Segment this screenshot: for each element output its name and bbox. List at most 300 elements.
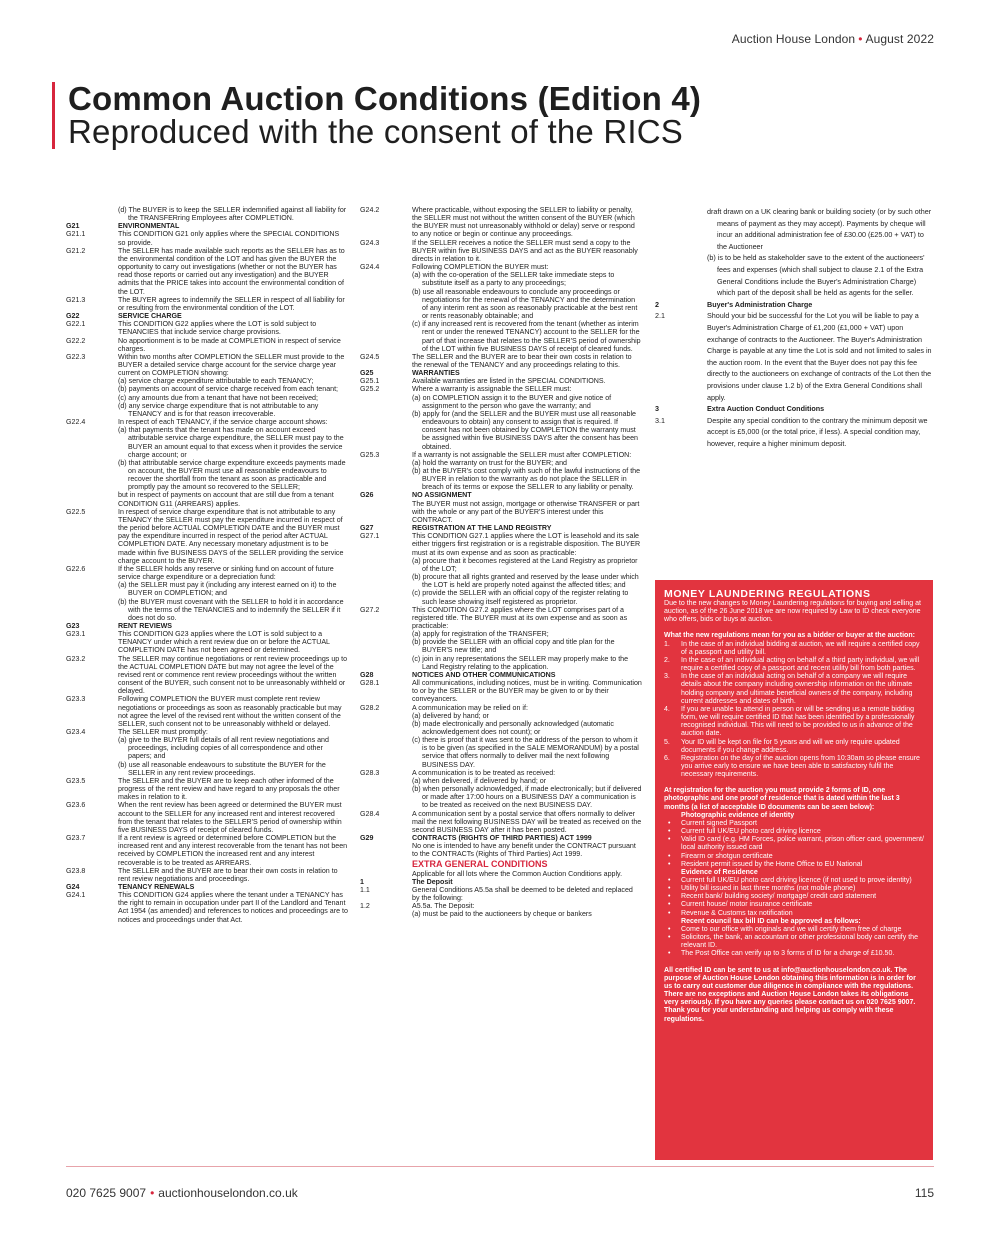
bullet-marker: • [668,950,671,958]
clause-text: A communication sent by a postal service that offers normally to deliver mail the next following BUSINESS DAY will be treated as received on the second BUSINESS DAY after it has been posted. [412,809,642,834]
clause-number: G21.2 [66,246,86,255]
condition-clause [360,239,642,263]
condition-clause [655,310,933,403]
clause-number: G27.1 [360,532,380,541]
clause-text: Within two months after COMPLETION the SELLER must provide to the BUYER a detailed service charge account for the service charge year current on COMPLETION showing: [118,352,345,378]
clause-number: G21.3 [66,295,86,304]
list-item [664,739,924,755]
clause-number [66,377,118,385]
list-item [664,820,924,828]
list-item [664,861,924,869]
clause-number [360,712,412,720]
condition-clause [66,695,348,728]
condition-clause [360,377,642,385]
condition-clause [66,565,348,581]
clause-number [66,491,118,507]
condition-heading [360,671,642,679]
clause-text: General Conditions A5.5a shall be deemed to be deleted and replaced by the following: [412,885,633,902]
item-text: Come to our office with originals and we will certify them free of charge [681,925,902,933]
aml-title: MONEY LAUNDERING REGULATIONS [664,588,871,600]
condition-clause [360,638,642,654]
clause-text: CONTRACTS (RIGHTS OF THIRD PARTIES) ACT 1999 [412,834,592,843]
clause-number [360,655,412,671]
item-text: Utility bill issued in last three months (not mobile phone) [681,885,856,893]
clause-number: G22.2 [66,336,86,345]
clause-number: G25.2 [360,385,380,394]
clause-number: G22.1 [66,320,86,329]
clause-text: (a) must be paid to the auctioneers by cheque or bankers [412,910,592,919]
clause-text: Despite any special condition to the contrary the minimum deposit we accept is £5,000 (or the total price, if less). A special condition may, however, require a higher minimum deposit. [707,415,928,448]
clause-number [66,736,118,760]
clause-number: G24 [66,882,80,891]
clause-text: (a) that payments that the tenant has made on account exceed attributable service charge expenditure, the SELLER must pay to the BUYER an amount equal to that excess when it provides the service charge account; or [118,426,344,459]
clause-number [360,589,412,605]
clause-text: The SELLER and the BUYER are to keep each other informed of the progress of the rent review and have regard to any proposals the other makes in relation to it. [118,776,340,802]
condition-clause [66,296,348,312]
item-number: 3. [664,673,670,681]
item-text: Valid ID card (e.g. HM Forces, police warrant, prison officer card, government/ local authority issued card [681,836,924,852]
clause-text: draft drawn on a UK clearing bank or building society (or by such other means of payment as they may accept). Payments by cheque will incur an additional administration fee of £30.00 (£25.00 + VAT) to the Auctioneer [707,207,932,251]
list-item [664,885,924,893]
bullet-marker: • [668,893,671,901]
clause-text: The SELLER has made available such reports as the SELLER has as to the environmental condition of the LOT and has given the BUYER the opportunity to carry out investigations (whether or not the BUYER has read those reports or carried out any investigation) and the BUYER admits that the PRICE takes into account the environmental condition of the LOT. [118,246,345,296]
condition-heading [66,312,348,320]
clause-text: Applicable for all lots where the Common Auction Conditions apply. [412,869,623,878]
clause-text: The BUYER must not assign, mortgage or otherwise TRANSFER or part with the whole or any part of the BUYER'S interest under this CONTRACT. [412,499,640,524]
condition-heading [655,299,933,311]
bullet-marker: • [668,925,671,933]
clause-text: When the rent review has been agreed or determined the BUYER must account to the SELLER for any increased rent and interest recovered from the tenant that relates to the SELLER'S period of ownership within five BUSINESS DAYS of receipt of cleared funds. [118,801,342,834]
clause-text: REGISTRATION AT THE LAND REGISTRY [412,524,552,533]
bullet-marker: • [668,877,671,884]
bullet-marker: • [668,909,671,917]
page-subtitle: Reproduced with the consent of the RICS [68,113,683,150]
clause-text: Should your bid be successful for the Lot you will be liable to pay a Buyer's Administration Charge of £1,200 (£1,000 + VAT) upon exchange of contracts to the Auctioneer. The Buyer's Administration Charge is payable at any time the Lot is sold and not limited to sales in the auction room. In the event that the Buyer does not pay this fee directly to the auctioneers on exchange of contracts of the Lot then the provisions under clause 1.2 b) of the Extra General Conditions shall apply. [707,311,932,402]
item-number: 1. [664,640,670,648]
condition-clause [360,288,642,321]
clause-number [360,785,412,809]
item-text: In the case of an individual acting on behalf of a company we will require details about the company including ownership information on the ultimate holding company and ultimate beneficial owners of the company, including current addresses and dates of birth. [681,673,913,705]
list-item [664,836,924,852]
list-item [664,901,924,909]
clause-number: G27 [360,524,374,533]
clause-number [360,720,412,736]
item-text: The Post Office can verify up to 3 forms of ID for a charge of £10.50. [681,950,895,958]
clause-text: (b) use all reasonable endeavours to substitute the BUYER for the SELLER in any rent review proceedings. [118,760,326,777]
clause-number: G21 [66,222,80,231]
clause-number: G24.4 [360,263,380,272]
clause-text: The SELLER may continue negotiations or rent review proceedings up to the ACTUAL COMPLETION DATE but may not agree the level of the revised rent or commence rent review proceedings without the written consent of the BUYER, such consent not to be unreasonably withheld or delayed. [118,654,348,696]
condition-clause [66,402,348,418]
clause-number [360,500,412,524]
item-text: Resident permit issued by the Home Office to EU National [681,860,863,868]
list-item [664,755,924,779]
condition-clause [360,385,642,393]
residence-heading: Evidence of Residence [681,868,758,876]
clause-number: G23.4 [66,728,86,736]
bullet-marker: • [668,828,671,836]
clause-number [360,271,412,287]
clause-text: (c) provide the SELLER with an official copy of the register relating to such lease showing itself registered as proprietor. [412,589,629,606]
clause-text: (a) give to the BUYER full details of all rent review negotiations and proceedings, including copies of all correspondence and other papers; and [118,736,329,761]
clause-text: (b) payments on account of service charge received from each tenant; [118,385,339,394]
clause-text: (a) procure that it becomes registered at the Land Registry as proprietor of the LOT; [412,556,638,573]
aml-intro: Due to the new changes to Money Laundering regulations for buying and selling at auction, as of the 26 June 2018 we are now required by Law to ID check everyone who offers, bids or buys at auction. [664,600,921,624]
footer-website: auctionhouselondon.co.uk [158,1186,298,1200]
clause-number: G25.1 [360,377,380,386]
item-text: Firearm or shotgun certificate [681,852,773,860]
clause-text: (a) the SELLER must pay it (including any interest earned on it) to the BUYER on COMPLETION; and [118,581,337,598]
clause-number [66,394,118,402]
condition-clause [655,206,933,252]
clause-text: (b) made electronically and personally acknowledged (automatic acknowledgement does not count); or [412,719,614,736]
item-text: Current full UK/EU photo card driving licence [681,828,821,836]
condition-clause [66,459,348,492]
aml-registration: At registration for the auction you must provide 2 forms of ID, one photographic and one proof of residence that is dated within the last 3 months (a list of acceptable ID documents can be seen below): [664,787,900,811]
clause-number [360,910,412,918]
clause-number [360,859,412,870]
clause-text: TENANCY RENEWALS [118,882,195,891]
clause-number: G22.5 [66,507,86,516]
list-item [664,641,924,657]
clause-number: G22.3 [66,352,86,361]
clause-number: G28 [360,670,374,679]
council-list [664,926,924,959]
clause-text: (a) when delivered, if delivered by hand; or [412,776,547,785]
clause-number [655,206,707,252]
bullet-marker: • [668,852,671,860]
list-item [664,657,924,673]
clause-number [66,598,118,622]
condition-heading [66,622,348,630]
list-item [664,934,924,950]
condition-clause [360,573,642,589]
clause-text: Following COMPLETION the BUYER must: [412,263,549,272]
condition-clause [360,842,642,858]
clause-text: (b) use all reasonable endeavours to conclude any proceedings or negotiations for the renewal of the TENANCY and the determination of any interim rent as soon as reasonably practicable at the best rent or rents reasonably obtainable; and [412,287,638,321]
bullet-marker: • [668,836,671,844]
clause-text: Buyer's Administration Charge [707,299,813,309]
condition-clause [66,385,348,393]
clause-text: WARRANTIES [412,369,460,378]
condition-clause [360,785,642,809]
clause-number: G28.4 [360,809,380,818]
condition-clause [360,902,642,910]
condition-clause [360,910,642,918]
condition-clause [655,252,933,298]
clause-text: (a) with the co-operation of the SELLER take immediate steps to substitute itself as a party to any proceedings; [412,271,615,288]
clause-number: 2.1 [655,311,665,321]
list-item [664,828,924,836]
clause-text: (b) apply for (and the SELLER and the BUYER must use all reasonable endeavours to obtain) any consent to assign that is required. If consent has not been obtained by COMPLETION the warranty must be assigned within five BUSINESS DAYS after the consent has been obtained. [412,409,638,451]
clause-text: In respect of service charge expenditure that is not attributable to any TENANCY the SELLER must pay the expenditure incurred in respect of the period before ACTUAL COMPLETION DATE and the BUYER must pay the expenditure incurred in respect of the period after ACTUAL COMPLETION DATE. Any necessary monetary adjustment is to be made within five BUSINESS DAYS of the SELLER providing the service charge account to the BUYER. [118,507,344,565]
condition-clause [360,394,642,410]
list-item [664,893,924,901]
clause-number: G28.3 [360,768,380,777]
clause-number [66,402,118,418]
photo-id-heading: Photographic evidence of identity [681,811,795,819]
clause-number: G24.3 [360,238,380,247]
residence-list [664,877,924,918]
clause-text: A5.5a. The Deposit: [412,902,475,911]
condition-clause [360,410,642,451]
condition-clause [66,736,348,760]
condition-clause [360,777,642,785]
condition-clause [360,467,642,491]
item-text: In the case of an individual bidding at auction, we will require a certified copy of a passport and utility bill. [681,640,920,656]
clause-number [66,459,118,492]
clause-number [360,320,412,353]
condition-clause [360,810,642,834]
clause-text: Where practicable, without exposing the SELLER to liability or penalty, the SELLER must not without the written consent of the BUYER (which the BUYER must not unreasonably withhold or delay) serve or respond to any notice or begin or continue any proceedings. [412,206,635,239]
conditions-column-1 [66,206,348,1238]
clause-text: (b) when personally acknowledged, if made electronically; but if delivered or made after 17:00 hours on a BUSINESS DAY a communication is to be treated as received on the next BUSINESS DAY. [412,785,642,810]
condition-clause [66,491,348,507]
condition-clause [360,712,642,720]
clause-number [360,459,412,467]
condition-clause [360,679,642,703]
clause-text: Following COMPLETION the BUYER must complete rent review negotiations or proceedings as soon as reasonably practicable but may not agree the level of the revised rent without the written consent of the SELLER, such consent not to be unreasonably withheld or delayed. [118,695,342,728]
condition-clause [360,630,642,638]
condition-clause [360,606,642,630]
condition-clause [360,720,642,736]
condition-heading [360,878,642,886]
clause-number [655,252,707,298]
condition-heading [360,369,642,377]
condition-clause [360,206,642,239]
condition-clause [360,704,642,712]
condition-clause [66,581,348,597]
clause-number [360,394,412,410]
clause-text: (b) provide the SELLER with an official copy and title plan for the BUYER'S new title; and [412,638,615,655]
clause-number: G22 [66,312,80,321]
clause-text: (a) apply for registration of the TRANSFER; [412,630,549,639]
condition-clause [360,655,642,671]
clause-text: (a) hold the warranty on trust for the BUYER; and [412,458,567,467]
publisher-name: Auction House London [731,32,856,46]
clause-number [66,206,118,222]
clause-number: 3.1 [655,415,665,425]
clause-number: G25.3 [360,450,380,459]
clause-text: This CONDITION G23 applies where the LOT is sold subject to a TENANCY under which a rent review due on or before the ACTUAL COMPLETION DATE has not been agreed or determined. [118,630,330,655]
item-text: Revenue & Customs tax notification [681,909,793,917]
clause-number [66,761,118,777]
clause-number [360,630,412,638]
condition-clause [360,320,642,353]
clause-number: G26 [360,491,374,500]
clause-text: A communication is to be treated as received: [412,768,556,777]
clause-text: Where a warranty is assignable the SELLER must: [412,385,572,394]
clause-text: All communications, including notices, must be in writing. Communication to or by the SELLER or the BUYER may be given to or by their conveyancers. [412,679,642,704]
clause-number: 3 [655,404,659,414]
clause-text: This CONDITION G21 only applies where the SPECIAL CONDITIONS so provide. [118,230,340,247]
clause-number: G23 [66,621,80,630]
clause-text: This CONDITION G27.2 applies where the LOT comprises part of a registered title. The BUYER must at its own expense and as soon as practicable: [412,605,628,630]
clause-number [360,870,412,878]
clause-text: This CONDITION G24 applies where the tenant under a TENANCY has the right to remain in occupation under part II of the Landlord and Tenant Act 1954 (as amended) and references to notices and proceedings are to notices and proceedings under that Act. [118,891,348,924]
clause-text: (c) join in any representations the SELLER may properly make to the Land Registry relating to the application. [412,654,629,671]
item-text: In the case of an individual acting on behalf of a third party individual, we will require a certified copy of a passport and recent utility bill from both parties. [681,656,920,673]
clause-number [360,638,412,654]
clause-text: The BUYER agrees to indemnify the SELLER in respect of all liability for or resulting from the environmental condition of the LOT. [118,295,345,312]
clause-text: (c) if any increased rent is recovered from the tenant (whether as interim rent or under the renewed TENANCY) account to the SELLER for the part of that increase that relates to the SELLER'S period of ownership of the LOT within five BUSINESS DAYS of receipt of cleared funds. [412,320,641,353]
clause-text: but in respect of payments on account that are still due from a tenant CONDITION G11 (ARREARS) applies. [118,491,334,508]
condition-clause [66,353,348,377]
clause-text: (c) there is proof that it was sent to the address of the person to whom it is to be given (as specified in the SALE MEMORANDUM) by a postal service that offers normally to deliver mail the next following BUSINESS DAY. [412,736,639,769]
section-heading [360,859,642,870]
condition-clause [655,415,933,450]
condition-clause [66,426,348,459]
clause-text: (b) that attributable service charge expenditure exceeds payments made on account, the BUYER must use all reasonable endeavours to recover the shortfall from the tenant as soon as practicable and promptly pay the amount so recovered to the SELLER; [118,458,346,492]
clause-number: G27.2 [360,605,380,614]
list-item [664,673,924,706]
item-text: Your ID will be kept on file for 5 years and will we only require updated documents if you change address. [681,738,900,754]
condition-clause [66,394,348,402]
council-heading: Recent council tax bill ID can be approved as follows: [681,917,861,925]
clause-text: The SELLER and the BUYER are to bear their own costs in relation to rent review negotiations and proceedings. [118,866,338,883]
clause-text: (d) any service charge expenditure that is not attributable to any TENANCY and is for that reason irrecoverable. [118,401,319,418]
conditions-column-3 [655,206,933,449]
clause-text: A communication may be relied on if: [412,703,528,712]
clause-text: NO ASSIGNMENT [412,491,472,500]
condition-clause [66,247,348,296]
bullet-marker: • [668,934,671,942]
bullet-marker: • [668,860,671,868]
clause-text: In respect of each TENANCY, if the service charge account shows: [118,418,328,427]
condition-clause [360,271,642,287]
clause-number: G23.1 [66,630,86,639]
clause-number [360,736,412,769]
page-title: Common Auction Conditions (Edition 4) [68,80,702,117]
list-item [664,910,924,918]
conditions-column-2 [360,206,642,1238]
aml-closing: All certified ID can be sent to us at info@auctionhouselondon.co.uk. The purpose of Auction House London obtaining this information is in order for us to carry out customer due diligence in compliance with the regulations. There are no exceptions and Auction House London takes its obligations very seriously. If you have any queries please contact us on 020 7625 9007. Thank you for your understanding and helping us comply with these regulations. [664,966,916,1023]
clause-text: (a) on COMPLETION assign it to the BUYER and give notice of assignment to the person who gave the warranty; and [412,393,612,410]
clause-number: G28.2 [360,703,380,712]
condition-clause [66,337,348,353]
separator-dot: • [858,32,863,46]
clause-number: 1 [360,877,364,886]
item-number: 4. [664,705,670,713]
condition-heading [360,491,642,499]
money-laundering-box [655,580,933,1160]
clause-number: G22.6 [66,564,86,573]
list-item [664,926,924,934]
clause-text: This CONDITION G27.1 applies where the LOT is leasehold and its sale either triggers first registration or is a registrable disposition. The BUYER must at its own expense and as soon as practicable: [412,532,641,557]
clause-number: G24.5 [360,352,380,361]
clause-text: RENT REVIEWS [118,621,172,630]
clause-number: G24.2 [360,206,380,214]
clause-text: (a) service charge expenditure attributable to each TENANCY; [118,377,314,386]
clause-number [66,426,118,459]
condition-clause [66,655,348,696]
condition-heading [360,524,642,532]
clause-text: If the SELLER receives a notice the SELLER must send a copy to the BUYER within five BUSINESS DAYS and act as the BUYER reasonably directs in relation to it. [412,238,638,263]
clause-text: (b) procure that all rights granted and reserved by the lease under which the LOT is held are properly noted against the affected titles; and [412,573,639,590]
clause-text: (d) The BUYER is to keep the SELLER indemnified against all liability for the TRANSFERring Employees after COMPLETION. [118,206,347,223]
clause-text: The Deposit [412,877,453,886]
condition-clause [360,451,642,459]
clause-number: G23.7 [66,834,86,843]
condition-clause [66,206,348,222]
clause-number [66,385,118,393]
condition-heading [655,403,933,415]
clause-text: Available warranties are listed in the SPECIAL CONDITIONS. [412,377,606,386]
condition-clause [360,500,642,524]
separator-dot: • [150,1186,155,1200]
clause-text: If a rent review is agreed or determined before COMPLETION but the increased rent and any interest recoverable from the tenant has not been received by COMPLETION the increased rent and any interest recoverable is to be treated as ARREARS. [118,834,348,867]
condition-clause [360,886,642,902]
clause-number: G21.1 [66,230,86,239]
clause-text: This CONDITION G22 applies where the LOT is sold subject to TENANCIES that include service charge provisions. [118,320,317,337]
clause-number [360,842,412,858]
footer-phone: 020 7625 9007 [66,1186,147,1200]
clause-text: The SELLER and the BUYER are to bear their own costs in relation to the renewal of the TENANCY and any proceedings relating to this. [412,352,632,369]
clause-text: If the SELLER holds any reserve or sinking fund on account of future service charge expenditure or a depreciation fund: [118,564,334,582]
clause-text: (c) any amounts due from a tenant that have not been received; [118,393,318,402]
footer-contact [66,1186,298,1200]
item-text: Current signed Passport [681,819,757,827]
item-number: 2. [664,656,670,664]
running-head [732,32,934,46]
item-text: If you are unable to attend in person or will be sending us a remote bidding form, we will require certified ID that has been identified by a professionally recognised individual. This will need to be provided to us in advance of the auction date. [681,705,915,738]
bullet-marker: • [668,819,671,827]
condition-clause [66,834,348,867]
item-text: Current full UK/EU photo card driving licence (if not used to prove identity) [681,877,912,884]
condition-clause [360,263,642,271]
condition-clause [66,761,348,777]
clause-number: G23.5 [66,776,86,785]
footer-divider [66,1166,934,1167]
clause-number: G24.1 [66,891,86,900]
clause-number: 1.2 [360,902,370,911]
clause-text: EXTRA GENERAL CONDITIONS [412,858,548,869]
condition-clause [66,418,348,426]
aml-question: What the new regulations mean for you as a bidder or buyer at the auction: [664,632,915,640]
condition-clause [66,598,348,622]
clause-text: Extra Auction Conduct Conditions [707,404,825,414]
condition-clause [360,532,642,556]
aml-requirements-list [664,641,924,780]
condition-clause [66,777,348,801]
clause-number: G23.6 [66,801,86,810]
issue-date: August 2022 [865,32,934,46]
clause-number: G29 [360,834,374,843]
bullet-marker: • [668,901,671,909]
condition-clause [360,769,642,777]
clause-number: G22.4 [66,418,86,427]
clause-number: 1.1 [360,885,370,894]
condition-clause [66,728,348,736]
clause-number [360,410,412,451]
clause-text: The SELLER must promptly: [118,728,208,736]
condition-heading [66,222,348,230]
clause-text: No one is intended to have any benefit under the CONTRACT pursuant to the CONTRACTs (Rights of Third Parties) Act 1999. [412,842,636,859]
condition-clause [66,867,348,883]
clause-number: 2 [655,299,659,309]
condition-clause [66,630,348,654]
condition-clause [66,891,348,924]
condition-clause [66,320,348,336]
condition-clause [360,459,642,467]
page-number: 115 [914,1186,934,1200]
item-text: Registration on the day of the auction opens from 10:30am so please ensure you arrive early to ensure we have been able to satisfactory fulfil the necessary requirements. [681,754,920,779]
condition-clause [360,557,642,573]
condition-clause [360,589,642,605]
clause-text: (b) at the BUYER's cost comply with such of the lawful instructions of the BUYER in relation to the warranty as do not place the SELLER in breach of its terms or expose the SELLER to any liability or penalty. [412,467,641,492]
condition-clause [66,508,348,565]
condition-clause [360,736,642,769]
